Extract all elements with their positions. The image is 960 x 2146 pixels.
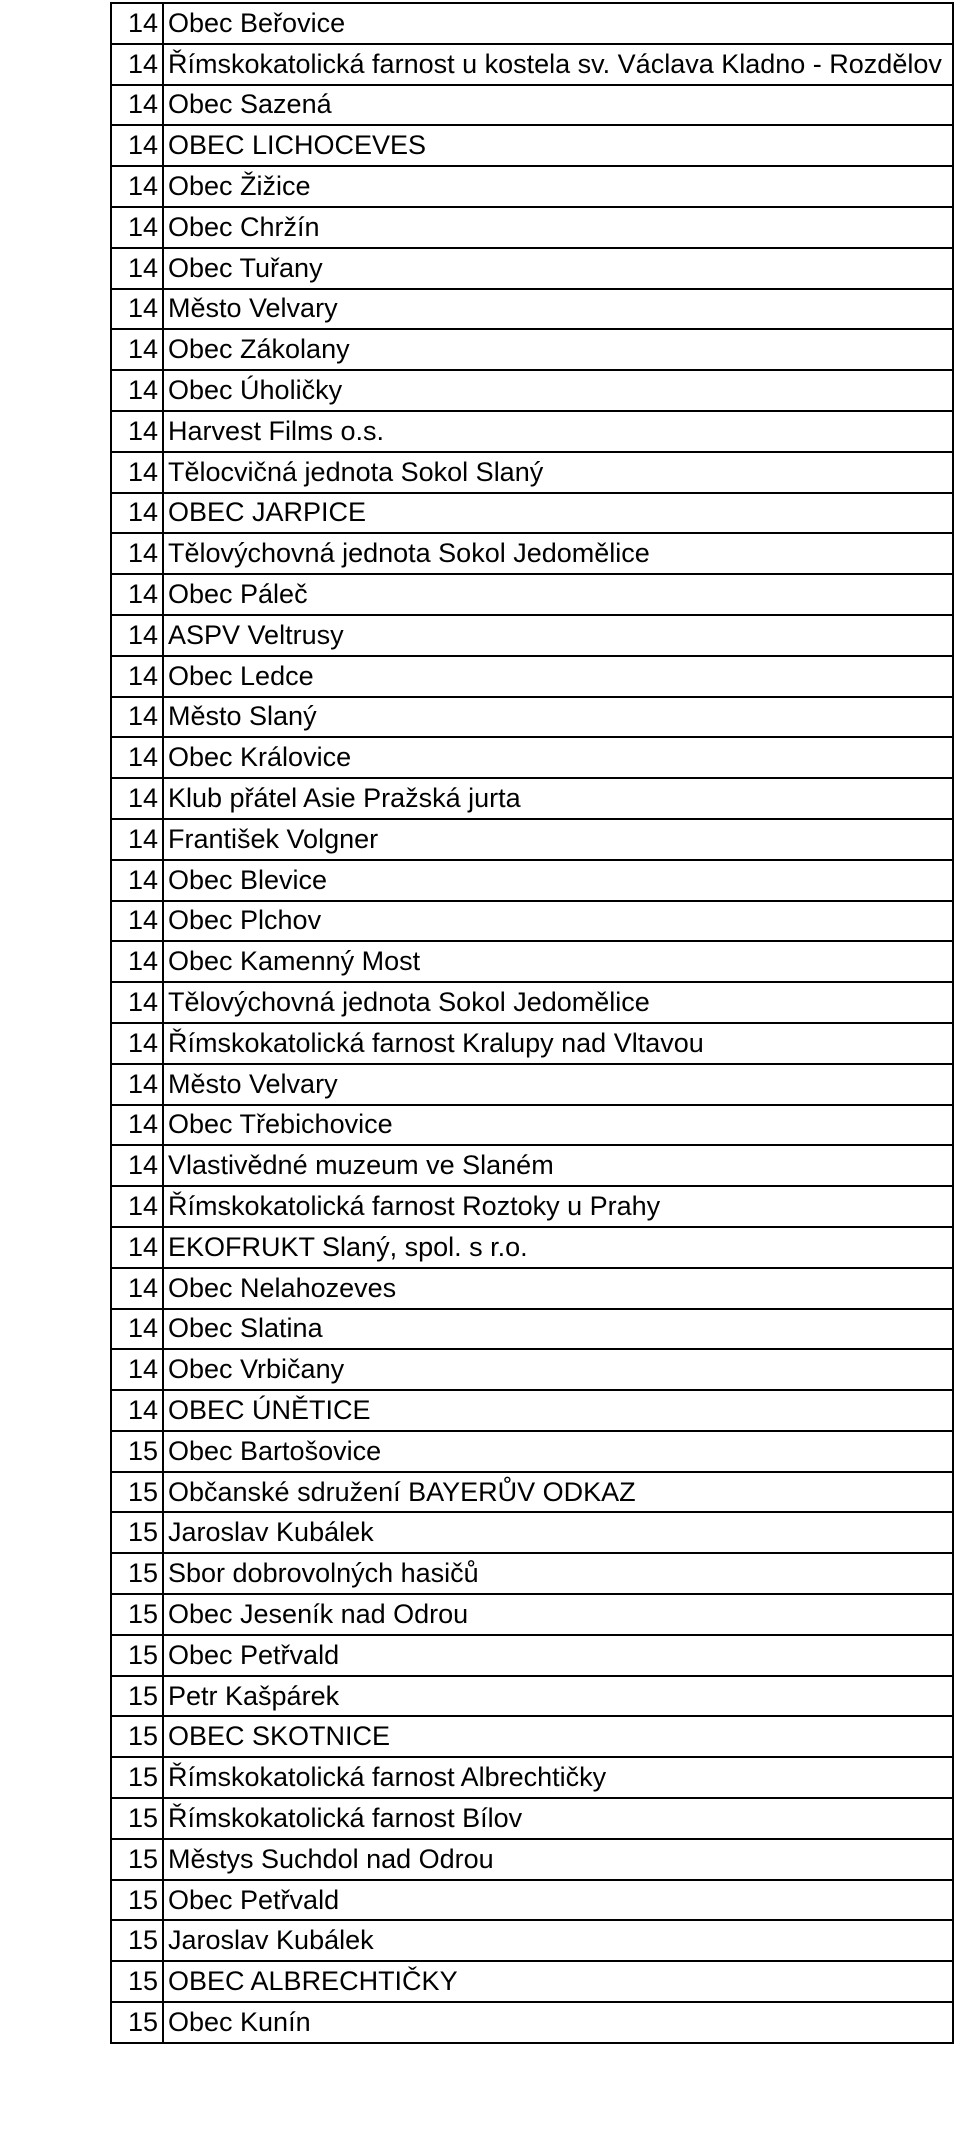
row-name-cell: Obec Vrbičany [163,1349,953,1390]
row-name-cell: Obec Plchov [163,901,953,942]
table-body [111,3,953,2043]
row-name-cell: Jaroslav Kubálek [163,1920,953,1961]
row-number-cell: 15 [111,1920,163,1961]
data-table [110,2,954,2044]
row-name-cell: Obec Petřvald [163,1880,953,1921]
row-name-cell: Obec Petřvald [163,1635,953,1676]
row-number-cell: 14 [111,615,163,656]
row-number-cell: 14 [111,819,163,860]
row-number-cell: 14 [111,85,163,126]
row-number-cell: 14 [111,697,163,738]
row-number-cell: 15 [111,1553,163,1594]
table-row [111,860,953,901]
row-number-cell: 14 [111,493,163,534]
row-number-cell: 15 [111,1961,163,2002]
row-number-cell: 15 [111,1716,163,1757]
row-name-cell: OBEC SKOTNICE [163,1716,953,1757]
row-number-cell: 15 [111,1880,163,1921]
table-row [111,1594,953,1635]
table-row [111,1349,953,1390]
row-name-cell: EKOFRUKT Slaný, spol. s r.o. [163,1227,953,1268]
row-number-cell: 14 [111,1145,163,1186]
row-number-cell: 14 [111,44,163,85]
row-number-cell: 14 [111,125,163,166]
table-row [111,1839,953,1880]
table-row [111,533,953,574]
table-row [111,901,953,942]
table-row [111,1961,953,2002]
row-name-cell: Petr Kašpárek [163,1676,953,1717]
row-name-cell: Město Velvary [163,289,953,330]
row-name-cell: Tělocvičná jednota Sokol Slaný [163,452,953,493]
row-name-cell: OBEC ÚNĚTICE [163,1390,953,1431]
table-row [111,248,953,289]
row-name-cell: Obec Kunín [163,2002,953,2043]
row-name-cell: Harvest Films o.s. [163,411,953,452]
row-name-cell: Jaroslav Kubálek [163,1512,953,1553]
row-number-cell: 15 [111,1798,163,1839]
row-number-cell: 14 [111,1349,163,1390]
row-name-cell: Obec Nelahozeves [163,1268,953,1309]
row-name-cell: Obec Blevice [163,860,953,901]
table-row [111,1512,953,1553]
table-row [111,1880,953,1921]
table-row [111,1920,953,1961]
row-name-cell: Obec Ledce [163,656,953,697]
table-row [111,125,953,166]
table-row [111,166,953,207]
table-row [111,1186,953,1227]
row-number-cell: 15 [111,1472,163,1513]
row-name-cell: Městys Suchdol nad Odrou [163,1839,953,1880]
row-name-cell: OBEC LICHOCEVES [163,125,953,166]
table-row [111,1227,953,1268]
row-name-cell: Město Slaný [163,697,953,738]
table-row [111,1472,953,1513]
table-row [111,44,953,85]
row-number-cell: 14 [111,1227,163,1268]
row-number-cell: 15 [111,1839,163,1880]
row-name-cell: Římskokatolická farnost u kostela sv. Václava Kladno - Rozdělov [163,44,953,85]
row-name-cell: Obec Žižice [163,166,953,207]
row-name-cell: Obec Zákolany [163,329,953,370]
row-number-cell: 14 [111,411,163,452]
table-row [111,207,953,248]
row-name-cell: Obec Sazená [163,85,953,126]
row-number-cell: 15 [111,1635,163,1676]
table-row [111,452,953,493]
row-number-cell: 15 [111,1676,163,1717]
table-row [111,493,953,534]
row-number-cell: 14 [111,533,163,574]
row-number-cell: 14 [111,289,163,330]
row-number-cell: 14 [111,941,163,982]
table-row [111,1064,953,1105]
row-name-cell: Římskokatolická farnost Bílov [163,1798,953,1839]
table-row [111,1309,953,1350]
table-row [111,1390,953,1431]
row-number-cell: 14 [111,778,163,819]
row-number-cell: 15 [111,2002,163,2043]
table-row [111,1431,953,1472]
row-number-cell: 14 [111,166,163,207]
table-row [111,941,953,982]
table-row [111,737,953,778]
row-number-cell: 14 [111,1105,163,1146]
row-number-cell: 14 [111,1023,163,1064]
table-row [111,1145,953,1186]
row-name-cell: Obec Úholičky [163,370,953,411]
row-name-cell: ASPV Veltrusy [163,615,953,656]
table-row [111,656,953,697]
row-name-cell: Obec Královice [163,737,953,778]
table-row [111,329,953,370]
row-name-cell: Tělovýchovná jednota Sokol Jedomělice [163,533,953,574]
table-row [111,778,953,819]
row-name-cell: Římskokatolická farnost Roztoky u Prahy [163,1186,953,1227]
row-name-cell: Obec Tuřany [163,248,953,289]
table-row [111,1798,953,1839]
row-number-cell: 14 [111,329,163,370]
row-name-cell: Obec Třebichovice [163,1105,953,1146]
row-name-cell: Obec Bartošovice [163,1431,953,1472]
row-name-cell: Vlastivědné muzeum ve Slaném [163,1145,953,1186]
table-row [111,2002,953,2043]
table-row [111,1757,953,1798]
table-row [111,411,953,452]
row-name-cell: František Volgner [163,819,953,860]
table-row [111,615,953,656]
row-number-cell: 14 [111,207,163,248]
row-name-cell: OBEC ALBRECHTIČKY [163,1961,953,2002]
row-number-cell: 15 [111,1594,163,1635]
row-number-cell: 14 [111,1309,163,1350]
row-name-cell: Obec Jeseník nad Odrou [163,1594,953,1635]
table-row [111,982,953,1023]
row-name-cell: Římskokatolická farnost Albrechtičky [163,1757,953,1798]
table-row [111,1105,953,1146]
table-row [111,1553,953,1594]
row-number-cell: 14 [111,1390,163,1431]
row-number-cell: 14 [111,656,163,697]
table-row [111,819,953,860]
row-number-cell: 14 [111,1186,163,1227]
table-row [111,1635,953,1676]
row-number-cell: 14 [111,452,163,493]
row-number-cell: 14 [111,1064,163,1105]
row-number-cell: 14 [111,737,163,778]
row-name-cell: Obec Beřovice [163,3,953,44]
row-number-cell: 15 [111,1431,163,1472]
table-row [111,1716,953,1757]
table-row [111,1023,953,1064]
row-name-cell: Město Velvary [163,1064,953,1105]
table-row [111,85,953,126]
row-name-cell: Občanské sdružení BAYERŮV ODKAZ [163,1472,953,1513]
row-name-cell: Římskokatolická farnost Kralupy nad Vltavou [163,1023,953,1064]
row-name-cell: Obec Kamenný Most [163,941,953,982]
table-row [111,3,953,44]
row-name-cell: Obec Páleč [163,574,953,615]
row-number-cell: 15 [111,1757,163,1798]
row-number-cell: 14 [111,370,163,411]
table-row [111,370,953,411]
row-number-cell: 14 [111,901,163,942]
row-number-cell: 14 [111,860,163,901]
row-number-cell: 14 [111,574,163,615]
row-name-cell: Klub přátel Asie Pražská jurta [163,778,953,819]
row-number-cell: 14 [111,248,163,289]
row-name-cell: Sbor dobrovolných hasičů [163,1553,953,1594]
row-number-cell: 14 [111,982,163,1023]
row-number-cell: 14 [111,1268,163,1309]
row-name-cell: Tělovýchovná jednota Sokol Jedomělice [163,982,953,1023]
table-row [111,289,953,330]
row-number-cell: 14 [111,3,163,44]
row-number-cell: 15 [111,1512,163,1553]
table-row [111,1676,953,1717]
table-row [111,574,953,615]
row-name-cell: OBEC JARPICE [163,493,953,534]
row-name-cell: Obec Slatina [163,1309,953,1350]
table-row [111,697,953,738]
table-row [111,1268,953,1309]
row-name-cell: Obec Chržín [163,207,953,248]
